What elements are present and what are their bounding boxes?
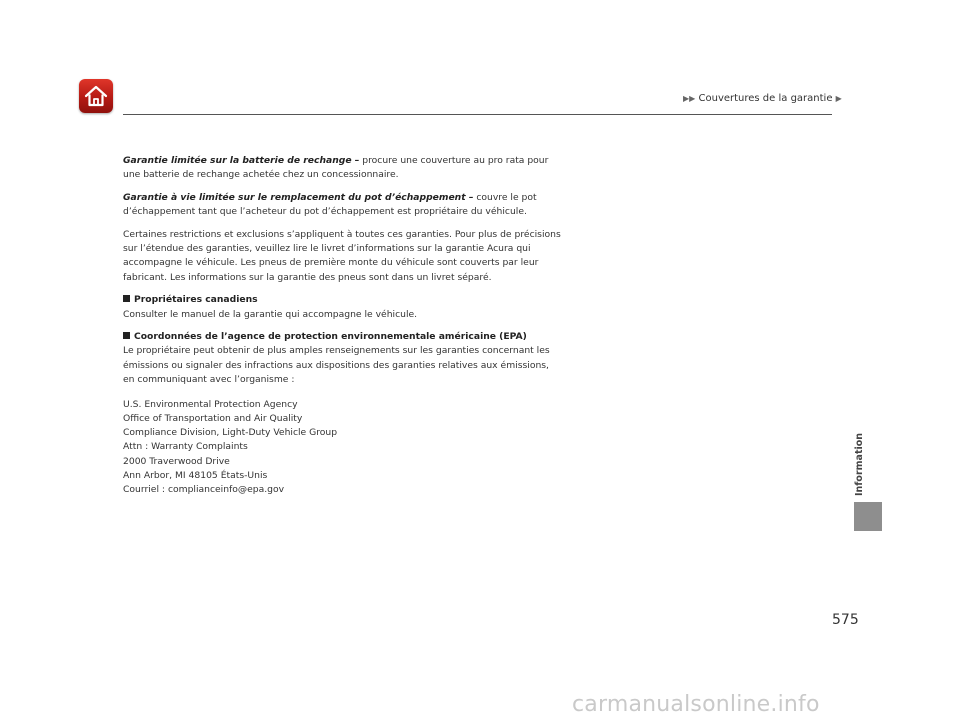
square-bullet-icon — [123, 295, 130, 302]
double-arrow-icon: ▶▶ — [683, 94, 696, 103]
battery-warranty-text: procure une couverture au pro rata pour une batterie de rechange achetée chez un concessionnaire. — [123, 155, 549, 181]
exhaust-warranty-title: Garantie à vie limitée sur le remplacement du pot d’échappement – — [123, 191, 474, 203]
address-line: Courriel : complianceinfo@epa.gov — [123, 483, 285, 495]
breadcrumb[interactable] — [683, 93, 842, 104]
exhaust-warranty-text: couvre le pot d’échappement tant que l’acheteur du pot d’échappement est propriétaire du véhicule. — [123, 191, 537, 218]
square-bullet-icon — [123, 332, 130, 339]
home-button[interactable] — [79, 79, 113, 113]
epa-heading-text: Coordonnées de l’agence de protection environnementale américaine (EPA) — [134, 331, 527, 343]
home-icon — [83, 83, 109, 109]
page-number: 575 — [832, 612, 859, 628]
breadcrumb-label: Couvertures de la garantie — [698, 93, 833, 104]
exhaust-warranty-paragraph — [123, 191, 563, 220]
battery-warranty-title: Garantie limitée sur la batterie de rechange – — [123, 155, 360, 166]
epa-heading — [123, 330, 563, 344]
side-tab-label: Information — [854, 432, 865, 496]
arrow-right-icon: ▶ — [835, 94, 842, 103]
epa-text: Le propriétaire peut obtenir de plus amples renseignements sur les garanties concernant les émissions ou signaler des infractions aux dispositions des garanties relatives aux émissions, en communiquant avec l’organisme : — [123, 345, 550, 386]
address-line: Compliance Division, Light-Duty Vehicle Group — [123, 427, 338, 439]
address-line: Ann Arbor, MI 48105 États-Unis — [123, 469, 268, 481]
battery-warranty-paragraph — [123, 154, 563, 183]
page-content — [123, 154, 563, 497]
address-line: 2000 Traverwood Drive — [123, 455, 230, 467]
canadian-owners-heading-text: Propriétaires canadiens — [134, 294, 258, 306]
address-line: U.S. Environmental Protection Agency — [123, 398, 298, 410]
epa-address — [123, 398, 563, 497]
address-line: Attn : Warranty Complaints — [123, 441, 248, 453]
watermark: carmanualsonline.info — [572, 692, 820, 717]
canadian-owners-text: Consulter le manuel de la garantie qui accompagne le véhicule. — [123, 308, 418, 320]
side-tab[interactable] — [854, 502, 882, 531]
header-divider — [123, 114, 832, 115]
canadian-owners-heading — [123, 293, 563, 307]
address-line: Office of Transportation and Air Quality — [123, 412, 303, 424]
restrictions-paragraph: Certaines restrictions et exclusions s’appliquent à toutes ces garanties. Pour plus de précisions sur l’étendue des garanties, veuillez lire le livret d’informations sur la garantie Acura qui accompagne le véhicule. Les pneus de première monte du véhicule sont couverts par leur fabricant. Les informations sur la garantie des pneus sont dans un livret séparé. — [123, 228, 561, 283]
